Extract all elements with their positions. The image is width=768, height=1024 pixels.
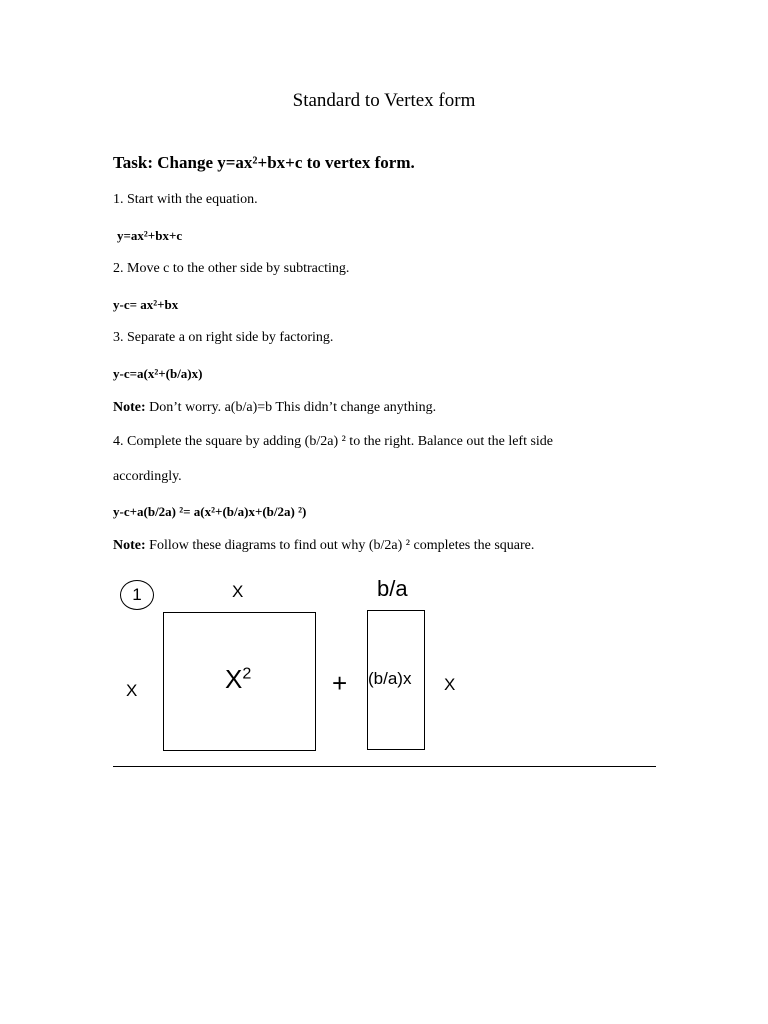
ba-label: b/a — [377, 576, 408, 601]
step-3-text: 3. Separate a on right side by factoring. — [113, 330, 334, 345]
note-1 — [113, 400, 436, 416]
note-1-text: Don’t worry. a(b/a)=b This didn’t change anything. — [145, 400, 437, 415]
step-2-text: 2. Move c to the other side by subtracting. — [113, 261, 350, 276]
plus-sign: + — [332, 668, 348, 698]
page-title: Standard to Vertex form — [292, 90, 476, 111]
note-2-text: Follow these diagrams to find out why (b/2a) ² completes the square. — [145, 538, 535, 553]
ba-x-label: (b/a)x — [368, 669, 412, 688]
x-squared-exponent: 2 — [242, 664, 252, 683]
equation-4: y-c+a(b/2a) ²= a(x²+(b/a)x+(b/2a) ²) — [113, 504, 307, 519]
rectangle-right-x-label: X — [444, 675, 456, 694]
square-top-x-label: X — [232, 582, 244, 601]
equation-1: y=ax²+bx+c — [117, 228, 183, 243]
x-squared-base: X — [225, 664, 243, 694]
square-left-x-label: X — [126, 681, 138, 700]
x-squared-label — [225, 664, 251, 695]
note-2 — [113, 538, 534, 554]
task-heading: Task: Change y=ax²+bx+c to vertex form. — [113, 153, 415, 172]
equation-3: y-c=a(x²+(b/a)x) — [113, 366, 203, 381]
horizontal-divider — [113, 766, 656, 767]
note-1-label: Note: — [113, 400, 146, 415]
step-number-circle: 1 — [120, 580, 154, 610]
step-1-text: 1. Start with the equation. — [113, 192, 258, 207]
step-4-text-line2: accordingly. — [113, 469, 182, 484]
equation-2: y-c= ax²+bx — [113, 297, 179, 312]
step-4-text-line1: 4. Complete the square by adding (b/2a) ² to the right. Balance out the left side — [113, 434, 554, 449]
note-2-label: Note: — [113, 538, 146, 553]
